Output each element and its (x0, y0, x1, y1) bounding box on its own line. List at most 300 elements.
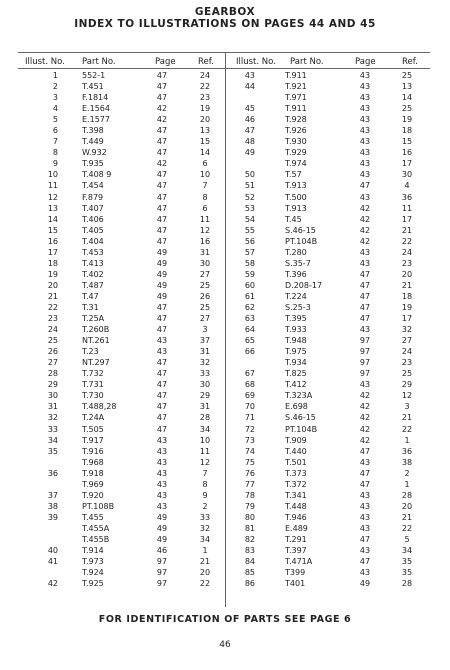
ref-number: 18 (401, 126, 413, 136)
index-row (225, 567, 450, 578)
index-row (0, 567, 225, 578)
index-row (225, 335, 450, 346)
index-row (0, 247, 225, 258)
illust-number: 68 (244, 380, 255, 390)
page-number-cell: 43 (359, 523, 371, 533)
ref-number: 11 (199, 214, 211, 224)
page-number-cell: 47 (156, 71, 168, 80)
ref-number: 15 (199, 137, 211, 147)
illust-number: 52 (244, 192, 255, 202)
illust-number: 39 (47, 512, 58, 522)
part-number: E.1564 (82, 104, 110, 114)
page-number-cell: 43 (156, 347, 168, 357)
illust-number: 45 (244, 104, 255, 114)
illust-number: 29 (47, 380, 58, 390)
ref-number: 29 (199, 391, 211, 401)
index-row (225, 468, 450, 479)
index-row (225, 479, 450, 490)
illust-number: 80 (244, 512, 255, 522)
page-number-cell: 47 (156, 391, 168, 401)
part-number: T.925 (82, 579, 104, 589)
ref-number: 2 (202, 501, 208, 511)
ref-number: 24 (199, 71, 211, 80)
index-row (0, 523, 225, 534)
part-number: T.930 (285, 137, 307, 147)
ref-number: 21 (199, 557, 211, 567)
illust-number: 69 (244, 391, 255, 401)
part-number: T.449 (82, 137, 104, 147)
page-number-cell: 47 (156, 369, 168, 379)
index-row (0, 225, 225, 236)
page-number-cell: 47 (156, 236, 168, 246)
footer-note: FOR IDENTIFICATION OF PARTS SEE PAGE 6 (98, 614, 352, 625)
ref-number: 8 (202, 479, 208, 489)
ref-number: 34 (199, 424, 211, 434)
illust-number: 53 (244, 203, 255, 213)
part-number: S.46-15 (285, 225, 316, 235)
part-number: T.25A (82, 314, 105, 324)
illust-number: 5 (52, 115, 58, 125)
index-row (0, 203, 225, 214)
ref-number: 27 (199, 314, 211, 324)
page-number-cell: 43 (156, 446, 168, 456)
illust-number: 35 (47, 446, 58, 456)
ref-number: 33 (199, 512, 211, 522)
part-number: T.260B (82, 325, 110, 335)
header-part-right: Part No. (290, 57, 324, 67)
header-top-rule (18, 52, 430, 53)
ref-number: 28 (401, 579, 413, 589)
index-row (225, 490, 450, 501)
ref-number: 18 (401, 291, 413, 301)
part-number: T.323A (285, 391, 313, 401)
page-number-cell: 47 (156, 424, 168, 434)
illust-number: 83 (244, 546, 255, 556)
index-row (0, 114, 225, 125)
ref-number: 21 (401, 225, 413, 235)
page-number-cell: 97 (156, 557, 168, 567)
ref-number: 13 (199, 126, 211, 136)
ref-number: 14 (199, 148, 211, 158)
index-row (0, 70, 225, 81)
part-number: T.341 (285, 490, 307, 500)
illust-number: 27 (47, 358, 58, 368)
index-row (225, 379, 450, 390)
ref-number: 31 (199, 347, 211, 357)
illust-number: 17 (47, 247, 58, 257)
ref-number: 29 (401, 380, 413, 390)
index-row (225, 125, 450, 136)
page-number-cell: 43 (359, 159, 371, 169)
page-number-cell: 43 (156, 490, 168, 500)
part-number: T.455B (82, 534, 110, 544)
illust-number: 82 (244, 534, 255, 544)
ref-number: 22 (401, 424, 413, 434)
illust-number: 62 (244, 302, 255, 312)
illust-number: 30 (47, 391, 58, 401)
part-number: T.917 (82, 435, 104, 445)
ref-number: 22 (401, 236, 413, 246)
page-number-cell: 49 (156, 269, 168, 279)
part-number: T.924 (82, 568, 104, 578)
index-row (225, 523, 450, 534)
part-number: T.471A (285, 557, 313, 567)
illust-number: 11 (47, 181, 58, 191)
part-number: T.946 (285, 512, 307, 522)
ref-number: 7 (202, 181, 208, 191)
index-row (0, 556, 225, 567)
ref-number: 17 (401, 214, 413, 224)
part-number: T.730 (82, 391, 104, 401)
index-row (225, 556, 450, 567)
page-number-cell: 43 (359, 93, 371, 103)
illust-number: 46 (244, 115, 255, 125)
page-number-cell: 47 (156, 93, 168, 103)
page-number-cell: 47 (359, 181, 371, 191)
index-row (225, 368, 450, 379)
index-row (225, 147, 450, 158)
ref-number: 25 (401, 71, 413, 80)
ref-number: 21 (401, 280, 413, 290)
ref-number: 25 (401, 104, 413, 114)
page-number-cell: 43 (359, 126, 371, 136)
page-number-cell: 47 (156, 325, 168, 335)
index-row (0, 457, 225, 468)
page-number-cell: 43 (359, 568, 371, 578)
page-number-cell: 47 (359, 534, 371, 544)
part-number: T.909 (285, 435, 307, 445)
illust-number: 3 (52, 93, 58, 103)
illust-number: 85 (244, 568, 255, 578)
illust-number: 51 (244, 181, 255, 191)
ref-number: 35 (401, 568, 413, 578)
page-number-cell: 43 (359, 380, 371, 390)
page-number-cell: 47 (156, 314, 168, 324)
page-number-cell: 42 (156, 115, 168, 125)
page-number-cell: 43 (359, 490, 371, 500)
index-row (225, 214, 450, 225)
part-number: T.440 (285, 446, 307, 456)
page-number-cell: 49 (359, 579, 371, 589)
part-number: T.455A (82, 523, 110, 533)
ref-number: 27 (401, 336, 413, 346)
page-number-cell: 49 (156, 247, 168, 257)
part-number: F.879 (82, 192, 104, 202)
illust-number: 16 (47, 236, 58, 246)
illust-number: 71 (244, 413, 255, 423)
illust-number: 12 (47, 192, 58, 202)
index-row (0, 468, 225, 479)
index-row (0, 446, 225, 457)
page-number-cell: 49 (156, 523, 168, 533)
page-number-cell: 47 (359, 314, 371, 324)
ref-number: 1 (404, 479, 410, 489)
page-number-cell: 47 (156, 302, 168, 312)
illust-number: 4 (52, 104, 58, 114)
page-number-cell: 43 (156, 457, 168, 467)
index-row (225, 401, 450, 412)
illust-number: 59 (244, 269, 255, 279)
page-number-cell: 43 (359, 170, 371, 180)
ref-number: 35 (401, 557, 413, 567)
header-bottom-rule (18, 68, 430, 69)
part-number: T.397 (285, 546, 307, 556)
illust-number: 84 (244, 557, 255, 567)
illust-number: 49 (244, 148, 255, 158)
part-number: PT.104B (285, 236, 318, 246)
ref-number: 36 (401, 192, 413, 202)
index-row (225, 192, 450, 203)
illust-number: 28 (47, 369, 58, 379)
ref-number: 19 (401, 115, 413, 125)
index-row (225, 180, 450, 191)
part-number: W.932 (82, 148, 107, 158)
index-row (0, 512, 225, 523)
illust-number: 24 (47, 325, 58, 335)
page-number-cell: 49 (156, 291, 168, 301)
ref-number: 36 (401, 446, 413, 456)
illust-number: 14 (47, 214, 58, 224)
part-number: T.968 (82, 457, 104, 467)
ref-number: 16 (401, 148, 413, 158)
page-number-cell: 42 (359, 203, 371, 213)
index-row (0, 578, 225, 589)
part-number: T.402 (82, 269, 104, 279)
part-number: T.928 (285, 115, 307, 125)
page-number-cell: 42 (359, 391, 371, 401)
page-number-cell: 47 (359, 302, 371, 312)
part-number: T.975 (285, 347, 307, 357)
ref-number: 38 (401, 457, 413, 467)
illust-number: 36 (47, 468, 58, 478)
part-number: T.933 (285, 325, 307, 335)
page-subtitle: INDEX TO ILLUSTRATIONS ON PAGES 44 AND 45 (74, 18, 376, 30)
index-row (225, 136, 450, 147)
index-row (0, 545, 225, 556)
part-number: T.973 (82, 557, 104, 567)
illust-number: 63 (244, 314, 255, 324)
index-row (225, 269, 450, 280)
page-number-cell: 47 (156, 380, 168, 390)
illust-number: 22 (47, 302, 58, 312)
page-number-cell: 42 (156, 104, 168, 114)
page-number-cell: 46 (156, 546, 168, 556)
index-row (0, 379, 225, 390)
part-number: T.913 (285, 181, 307, 191)
page-number-cell: 42 (156, 159, 168, 169)
part-number: T.407 (82, 203, 104, 213)
index-row (0, 479, 225, 490)
illust-number: 48 (244, 137, 255, 147)
index-row (0, 214, 225, 225)
ref-number: 17 (401, 314, 413, 324)
part-number: T.969 (82, 479, 104, 489)
index-row (225, 390, 450, 401)
index-row (0, 291, 225, 302)
ref-number: 27 (199, 269, 211, 279)
index-row (0, 92, 225, 103)
page-number-cell: 42 (359, 236, 371, 246)
illust-number: 34 (47, 435, 58, 445)
part-number: T.455 (82, 512, 104, 522)
illust-number: 9 (52, 159, 58, 169)
ref-number: 3 (202, 325, 208, 335)
index-row (225, 501, 450, 512)
part-number: S.35-7 (285, 258, 311, 268)
illust-number: 77 (244, 479, 255, 489)
ref-number: 19 (401, 302, 413, 312)
part-number: T.45 (285, 214, 302, 224)
ref-number: 31 (199, 402, 211, 412)
ref-number: 21 (401, 512, 413, 522)
part-number: T.918 (82, 468, 104, 478)
header-illust-right: Illust. No. (236, 57, 276, 67)
part-number: T401 (285, 579, 306, 589)
page-number-cell: 49 (156, 534, 168, 544)
part-number: T.916 (82, 446, 104, 456)
part-number: T.505 (82, 424, 104, 434)
index-row (225, 103, 450, 114)
illust-number: 70 (244, 402, 255, 412)
illust-number: 43 (244, 71, 255, 80)
ref-number: 14 (401, 93, 413, 103)
illust-number: 19 (47, 269, 58, 279)
ref-number: 30 (199, 380, 211, 390)
part-number: T.396 (285, 269, 307, 279)
page-number: 46 (219, 640, 231, 650)
ref-number: 23 (199, 93, 211, 103)
page-number-cell: 47 (156, 148, 168, 158)
part-number: PT.104B (285, 424, 318, 434)
index-row (0, 180, 225, 191)
ref-number: 32 (401, 325, 413, 335)
page-number-cell: 47 (156, 225, 168, 235)
illust-number: 26 (47, 347, 58, 357)
index-row (225, 258, 450, 269)
ref-number: 1 (404, 435, 410, 445)
part-number: E.1577 (82, 115, 110, 125)
index-row (0, 169, 225, 180)
part-number: T.911 (285, 71, 307, 80)
part-number: T.501 (285, 457, 307, 467)
index-row (0, 390, 225, 401)
illust-number: 32 (47, 413, 58, 423)
index-row (225, 545, 450, 556)
ref-number: 34 (401, 546, 413, 556)
page-number-cell: 49 (156, 512, 168, 522)
index-row (0, 258, 225, 269)
page-number-cell: 49 (156, 280, 168, 290)
index-row (0, 490, 225, 501)
ref-number: 32 (199, 523, 211, 533)
part-number: NT.261 (82, 336, 110, 346)
page-number-cell: 47 (156, 170, 168, 180)
ref-number: 31 (199, 247, 211, 257)
page-number-cell: 43 (359, 192, 371, 202)
part-number: S.25-3 (285, 302, 311, 312)
page-number-cell: 47 (156, 214, 168, 224)
ref-number: 1 (202, 546, 208, 556)
ref-number: 10 (199, 170, 211, 180)
index-row (0, 534, 225, 545)
illust-number: 57 (244, 247, 255, 257)
part-number: T.453 (82, 247, 104, 257)
part-number: T.488,28 (82, 402, 117, 412)
page-number-cell: 47 (156, 402, 168, 412)
page-number-cell: 49 (156, 258, 168, 268)
illust-number: 38 (47, 501, 58, 511)
index-row (225, 534, 450, 545)
ref-number: 21 (401, 413, 413, 423)
page-number-cell: 43 (156, 336, 168, 346)
illust-number: 44 (244, 82, 255, 92)
part-number: T.971 (285, 93, 307, 103)
index-row (0, 435, 225, 446)
page-number-cell: 47 (156, 137, 168, 147)
index-row (225, 169, 450, 180)
page-number-cell: 97 (359, 336, 371, 346)
illust-number: 20 (47, 280, 58, 290)
index-row (225, 457, 450, 468)
ref-number: 11 (199, 446, 211, 456)
page-number-cell: 97 (156, 568, 168, 578)
part-number: T.291 (285, 534, 307, 544)
index-row (0, 401, 225, 412)
header-ref-left: Ref. (198, 57, 214, 67)
part-number: T.404 (82, 236, 104, 246)
part-number: T.929 (285, 148, 307, 158)
illust-number: 61 (244, 291, 255, 301)
index-row (225, 313, 450, 324)
page-number-cell: 43 (156, 468, 168, 478)
illust-number: 33 (47, 424, 58, 434)
page-number-cell: 43 (156, 479, 168, 489)
index-row (0, 335, 225, 346)
ref-number: 30 (401, 170, 413, 180)
part-number: T.23 (82, 347, 99, 357)
illust-number: 56 (244, 236, 255, 246)
index-row (0, 368, 225, 379)
part-number: NT.297 (82, 358, 110, 368)
ref-number: 22 (199, 579, 211, 589)
page-number-cell: 43 (359, 501, 371, 511)
ref-number: 6 (202, 159, 208, 169)
part-number: T.454 (82, 181, 104, 191)
ref-number: 30 (199, 258, 211, 268)
ref-number: 6 (202, 203, 208, 213)
illust-number: 60 (244, 280, 255, 290)
part-number: T.395 (285, 314, 307, 324)
page-number-cell: 47 (359, 291, 371, 301)
index-row (225, 412, 450, 423)
index-row (0, 125, 225, 136)
page-number-cell: 47 (156, 203, 168, 213)
part-number: T.373 (285, 468, 307, 478)
ref-number: 20 (199, 568, 211, 578)
page-number-cell: 43 (359, 546, 371, 556)
part-number: T.408 9 (82, 170, 112, 180)
part-number: T.974 (285, 159, 307, 169)
part-number: T.398 (82, 126, 104, 136)
part-number: T.412 (285, 380, 307, 390)
ref-number: 11 (401, 203, 413, 213)
header-part-left: Part No. (82, 57, 116, 67)
illust-number: 47 (244, 126, 255, 136)
part-number: T.224 (285, 291, 307, 301)
part-number: T.47 (82, 291, 99, 301)
page-number-cell: 43 (359, 258, 371, 268)
illust-number: 81 (244, 523, 255, 533)
